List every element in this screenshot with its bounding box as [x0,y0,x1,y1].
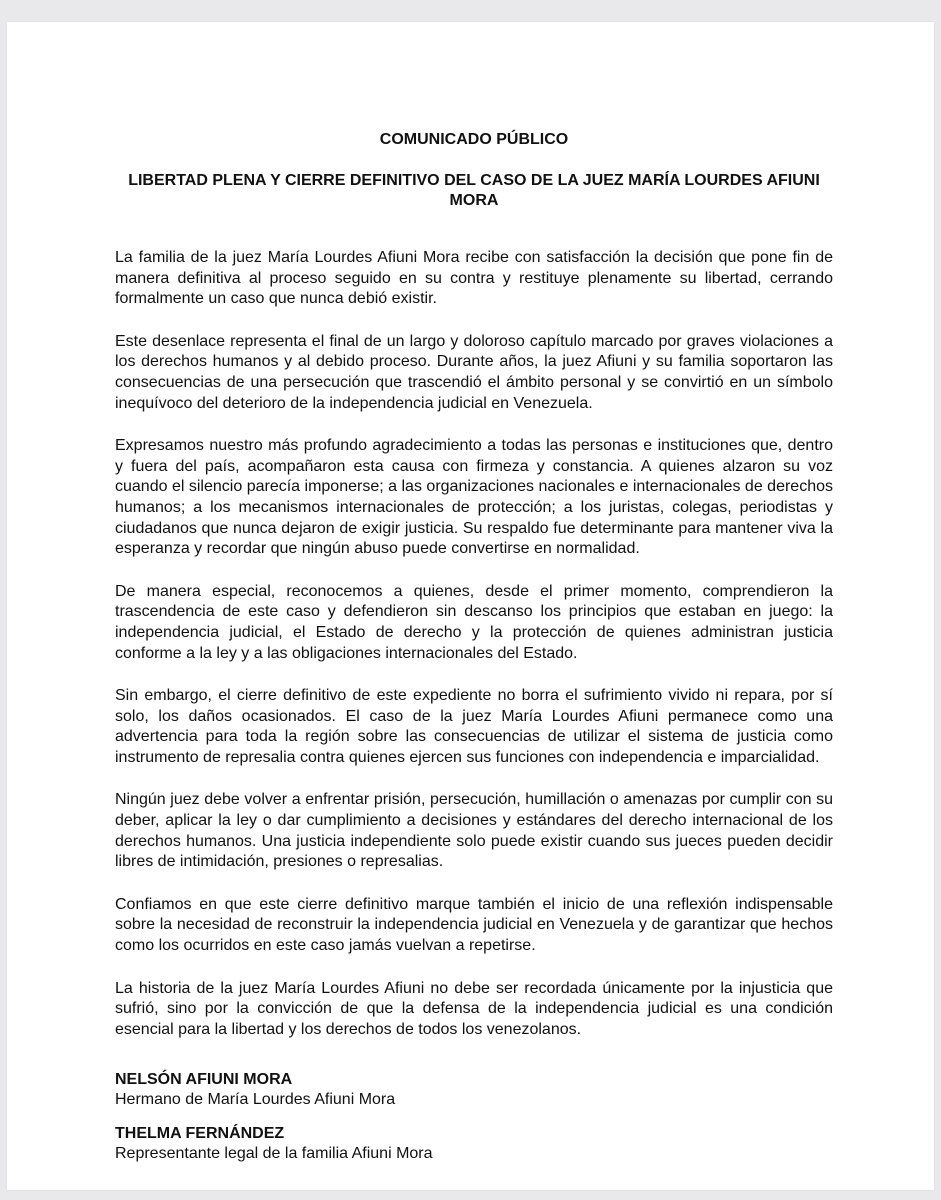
signatory-name: NELSÓN AFIUNI MORA [115,1071,293,1089]
document-title: COMUNICADO PÚBLICO [379,131,569,148]
paragraph-5: Sin embargo, el cierre definitivo de este expediente no borra el sufrimiento vivido ni repara, por sí solo, los daños ocasionados. El caso de la juez María Lourdes Afiuni permanece como una advertencia para toda la región sobre las consecuencias de utilizar el sistema de justicia como instrumento de represalia contra quienes ejercen sus funciones con independencia e imparcialidad. [115,687,833,766]
signature-1 [115,1070,833,1110]
paragraph-4: De manera especial, reconocemos a quienes, desde el primer momento, comprendieron la trascendencia de este caso y defendieron sin descanso los principios que estaban en juego: la independencia judicial, el Estado de derecho y la protección de quienes administran justicia conforme a la ley y a las obligaciones internacionales del Estado. [115,582,833,662]
paragraph-8: La historia de la juez María Lourdes Afiuni no debe ser recordada únicamente por la injusticia que sufrió, sino por la convicción de que la defensa de la independencia judicial es una condición esencial para la libertad y los derechos de todos los venezolanos. [115,979,833,1038]
document-page [7,22,934,1190]
signatory-role: Hermano de María Lourdes Afiuni Mora [115,1091,396,1109]
signatory-name: THELMA FERNÁNDEZ [115,1125,285,1143]
document-body [115,248,833,1040]
signatory-role: Representante legal de la familia Afiuni Mora [115,1145,433,1163]
paragraph-1: La familia de la juez María Lourdes Afiuni Mora recibe con satisfacción la decisión que pone fin de manera definitiva al proceso seguido en su contra y restituye plenamente su libertad, cerrando formalmente un caso que nunca debió existir. [115,249,833,308]
document-heading: LIBERTAD PLENA Y CIERRE DEFINITIVO DEL CASO DE LA JUEZ MARÍA LOURDES AFIUNI MORA [128,172,820,209]
paragraph-2: Este desenlace representa el final de un largo y doloroso capítulo marcado por graves violaciones a los derechos humanos y al debido proceso. Durante años, la juez Afiuni y su familia soportaron las consecuencias de una persecución que trascendió el ámbito personal y se convirtió en un símbolo inequívoco del deterioro de la independencia judicial en Venezuela. [115,332,833,412]
paragraph-3: Expresamos nuestro más profundo agradecimiento a todas las personas e instituciones que, dentro y fuera del país, acompañaron esta causa con firmeza y constancia. A quienes alzaron su voz cuando el silencio parecía imponerse; a las organizaciones nacionales e internacionales de derechos humanos; a los mecanismos internacionales de protección; a los juristas, colegas, periodistas y ciudadanos que nunca dejaron de exigir justicia. Su respaldo fue determinante para mantener viva la esperanza y recordar que ningún abuso puede convertirse en normalidad. [115,437,833,558]
document-content [115,130,833,1178]
signature-2 [115,1124,833,1164]
paragraph-7: Confiamos en que este cierre definitivo marque también el inicio de una reflexión indispensable sobre la necesidad de reconstruir la independencia judicial en Venezuela y de garantizar que hechos como los ocurridos en este caso jamás vuelvan a repetirse. [115,895,833,955]
signature-block [115,1070,833,1164]
paragraph-6: Ningún juez debe volver a enfrentar prisión, persecución, humillación o amenazas por cumplir con su deber, aplicar la ley o dar cumplimiento a decisiones y estándares del derecho internacional de los derechos humanos. Una justicia independiente solo puede existir cuando sus jueces pueden decidir libres de intimidación, presiones o represalias. [115,791,833,871]
